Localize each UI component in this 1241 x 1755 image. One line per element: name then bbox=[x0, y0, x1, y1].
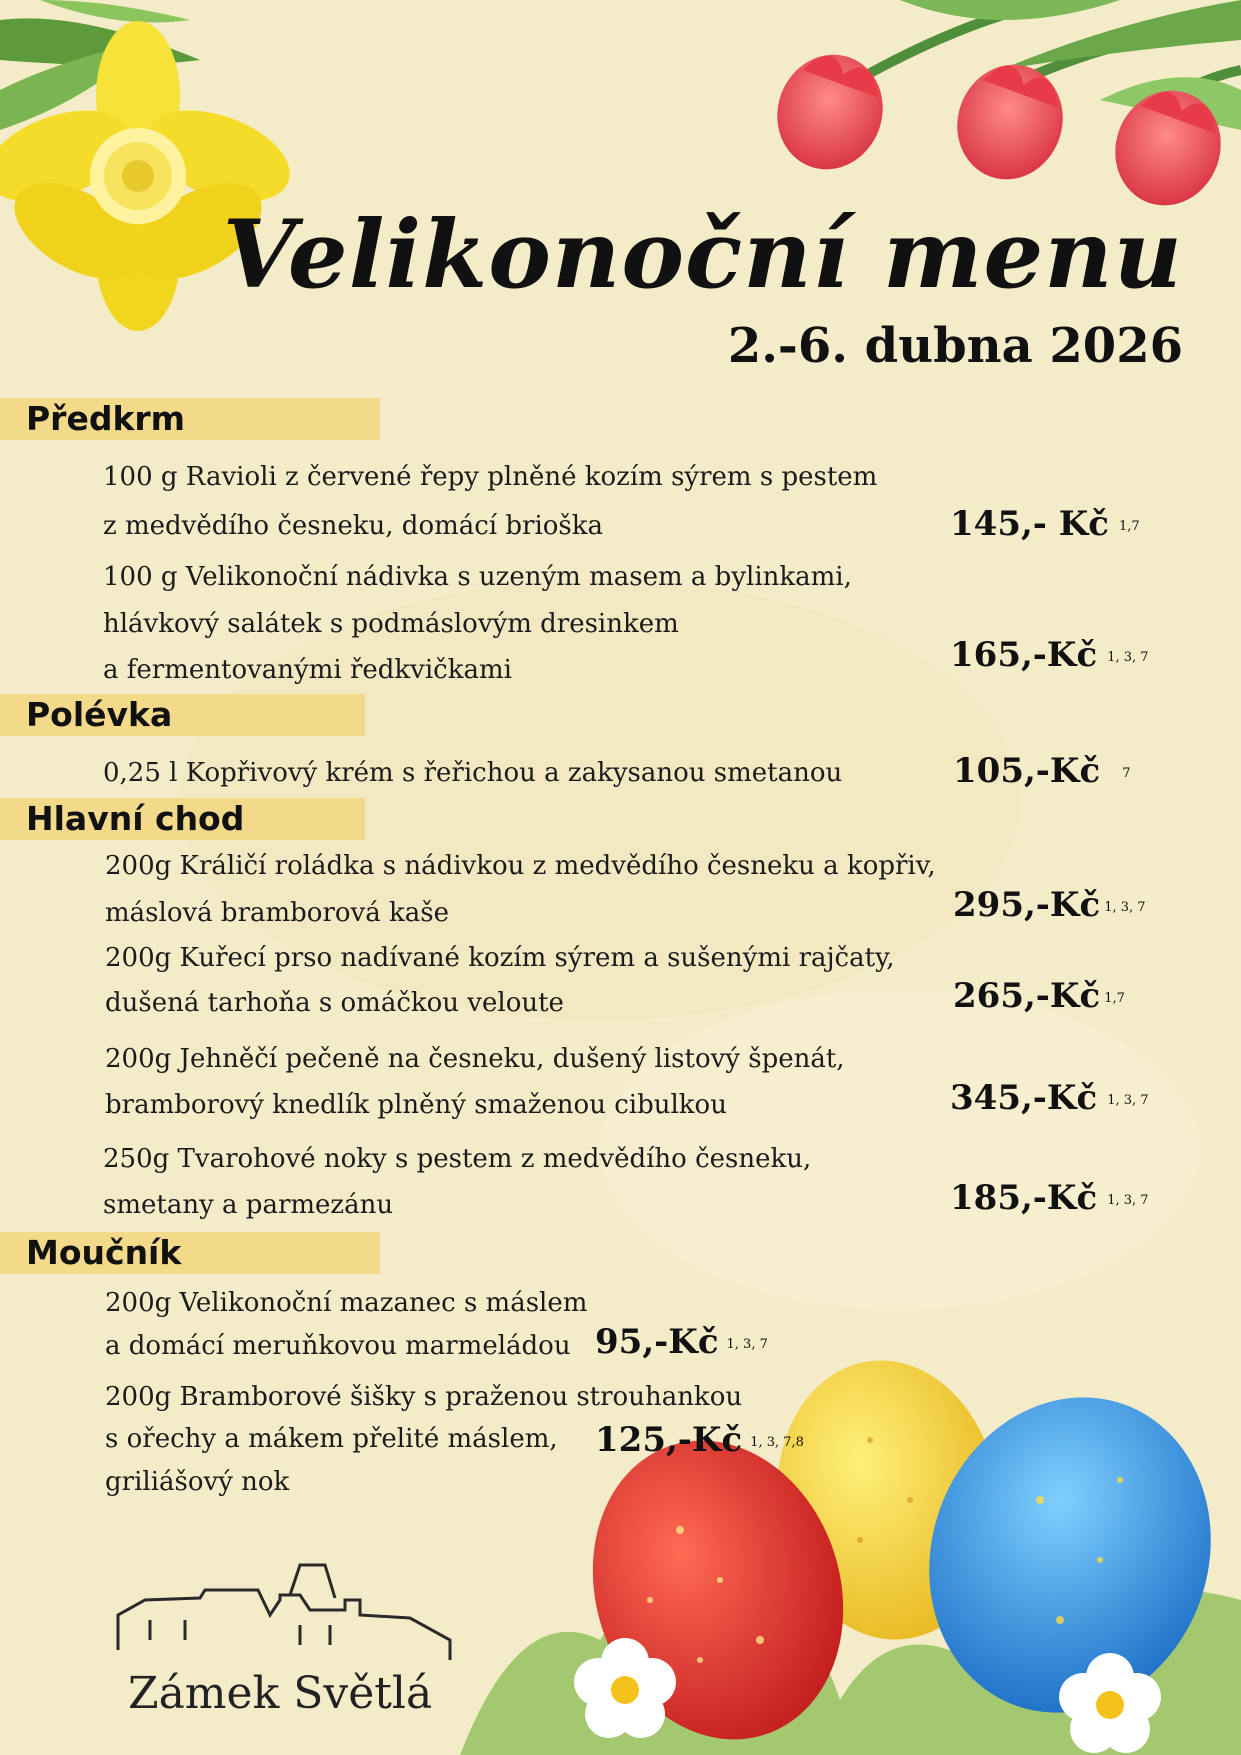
item-line: a fermentovanými ředkvičkami bbox=[103, 655, 512, 685]
item-line: smetany a parmezánu bbox=[103, 1190, 394, 1220]
section-polevka: Polévka bbox=[0, 694, 365, 736]
item-price bbox=[595, 1322, 768, 1362]
item-price bbox=[950, 504, 1140, 544]
tulips-icon bbox=[761, 0, 1241, 220]
item-line: a domácí meruňkovou marmeládou bbox=[105, 1331, 571, 1361]
allergens: 1, 3, 7,8 bbox=[750, 1434, 804, 1450]
item-line: dušená tarhoňa s omáčkou veloute bbox=[105, 988, 564, 1018]
item-price bbox=[950, 635, 1149, 675]
item-line: s ořechy a mákem přelité máslem, bbox=[105, 1424, 558, 1454]
item-price bbox=[950, 1178, 1149, 1218]
allergens: 1, 3, 7 bbox=[1107, 649, 1149, 665]
section-predkrm: Předkrm bbox=[0, 398, 380, 440]
allergens: 1,7 bbox=[1119, 518, 1140, 534]
price-value: 185,-Kč bbox=[950, 1178, 1098, 1218]
item-line: 0,25 l Kopřivový krém s řeřichou a zakysanou smetanou bbox=[103, 758, 843, 788]
item-line: 100 g Velikonoční nádivka s uzeným masem a bylinkami, bbox=[103, 562, 852, 592]
castle-logo-name: Zámek Světlá bbox=[128, 1668, 433, 1719]
menu-date: 2.-6. dubna 2026 bbox=[727, 318, 1183, 374]
item-line: máslová bramborová kaše bbox=[105, 898, 449, 928]
item-line: 100 g Ravioli z červené řepy plněné kozím sýrem s pestem bbox=[103, 462, 878, 492]
item-price bbox=[953, 976, 1125, 1016]
item-price bbox=[595, 1420, 804, 1460]
item-line: 200g Kuřecí prso nadívané kozím sýrem a sušenými rajčaty, bbox=[105, 943, 895, 973]
allergens: 1, 3, 7 bbox=[726, 1336, 768, 1352]
item-line: griliášový nok bbox=[105, 1467, 290, 1497]
price-value: 145,- Kč bbox=[950, 504, 1110, 544]
item-line: 200g Bramborové šišky s praženou strouhankou bbox=[105, 1382, 743, 1412]
item-price bbox=[953, 885, 1146, 925]
castle-logo-icon bbox=[118, 1565, 450, 1660]
price-value: 165,-Kč bbox=[950, 635, 1098, 675]
item-price bbox=[953, 751, 1130, 791]
item-line: 200g Jehněčí pečeně na česneku, dušený listový špenát, bbox=[105, 1044, 845, 1074]
price-value: 105,-Kč bbox=[953, 751, 1101, 791]
section-moucnik: Moučník bbox=[0, 1232, 380, 1274]
item-line: 200g Králičí roládka s nádivkou z medvědího česneku a kopřiv, bbox=[105, 851, 936, 881]
section-hlavni-chod: Hlavní chod bbox=[0, 798, 365, 840]
price-value: 95,-Kč bbox=[595, 1322, 719, 1362]
allergens: 1,7 bbox=[1104, 990, 1125, 1006]
price-value: 295,-Kč bbox=[953, 885, 1101, 925]
price-value: 265,-Kč bbox=[953, 976, 1101, 1016]
price-value: 345,-Kč bbox=[950, 1078, 1098, 1118]
allergens: 7 bbox=[1122, 765, 1131, 781]
item-price bbox=[950, 1078, 1149, 1118]
item-line: 200g Velikonoční mazanec s máslem bbox=[105, 1288, 588, 1318]
item-line: 250g Tvarohové noky s pestem z medvědího česneku, bbox=[103, 1144, 812, 1174]
item-line: bramborový knedlík plněný smaženou cibulkou bbox=[105, 1090, 727, 1120]
allergens: 1, 3, 7 bbox=[1107, 1092, 1149, 1108]
price-value: 125,-Kč bbox=[595, 1420, 743, 1460]
item-line: z medvědího česneku, domácí brioška bbox=[103, 511, 604, 541]
item-line: hlávkový salátek s podmáslovým dresinkem bbox=[103, 609, 679, 639]
allergens: 1, 3, 7 bbox=[1107, 1192, 1149, 1208]
menu-title: Velikonoční menu bbox=[222, 200, 1183, 310]
allergens: 1, 3, 7 bbox=[1104, 899, 1146, 915]
